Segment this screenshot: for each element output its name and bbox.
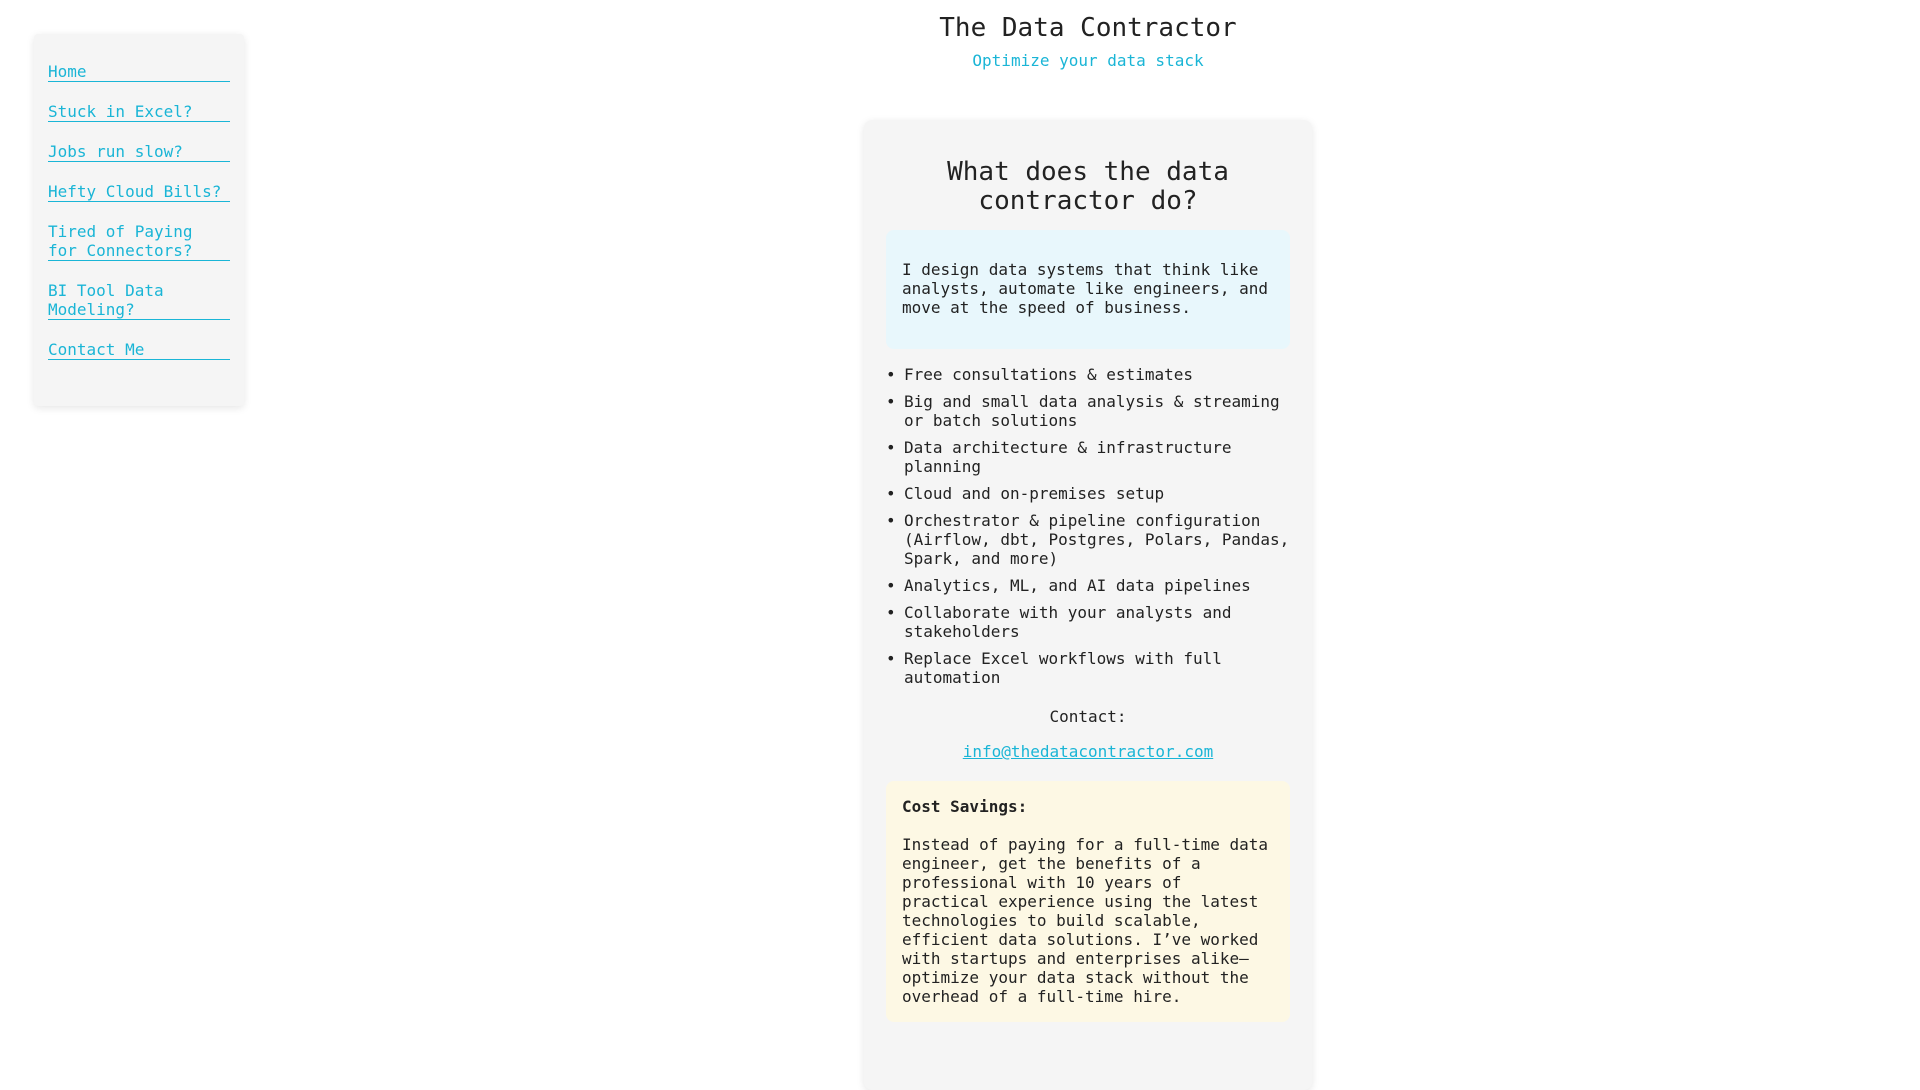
sidebar-item-stuck-in-excel[interactable]: Stuck in Excel? bbox=[48, 102, 230, 122]
list-item: • Data architecture & infrastructure planning bbox=[886, 438, 1290, 476]
sidebar-nav bbox=[34, 34, 244, 406]
site-tagline: Optimize your data stack bbox=[972, 51, 1204, 70]
sidebar-item-tired-of-paying-for-connectors[interactable]: Tired of Paying for Connectors? bbox=[48, 222, 230, 261]
contact-email-link[interactable]: info@thedatacontractor.com bbox=[962, 742, 1214, 761]
list-item: • Replace Excel workflows with full automation bbox=[886, 649, 1290, 687]
list-item: • Collaborate with your analysts and stakeholders bbox=[886, 603, 1290, 641]
sidebar-item-home[interactable]: Home bbox=[48, 62, 230, 82]
cost-savings-title: Cost Savings: bbox=[902, 797, 1028, 816]
list-item: • Orchestrator & pipeline configuration (Airflow, dbt, Postgres, Polars, Pandas, Spark, and more) bbox=[886, 511, 1290, 568]
intro-text: I design data systems that think like analysts, automate like engineers, and move at the speed of business. bbox=[902, 260, 1269, 317]
list-item: • Analytics, ML, and AI data pipelines bbox=[886, 576, 1290, 595]
cost-savings-text: Instead of paying for a full-time data engineer, get the benefits of a professional with 10 years of practical experience using the latest technologies to build scalable, efficient data solutions. I’ve worked with startups and enterprises alike—optimize your data stack without the overhead of a full-time hire. bbox=[902, 835, 1269, 1006]
sidebar-item-contact-me[interactable]: Contact Me bbox=[48, 340, 230, 360]
site-title: The Data Contractor bbox=[939, 13, 1237, 43]
services-list bbox=[886, 365, 1290, 687]
contact-email-wrap bbox=[886, 742, 1290, 761]
sidebar-item-jobs-run-slow[interactable]: Jobs run slow? bbox=[48, 142, 230, 162]
sidebar-item-hefty-cloud-bills[interactable]: Hefty Cloud Bills? bbox=[48, 182, 230, 202]
list-item: • Free consultations & estimates bbox=[886, 365, 1290, 384]
list-item: • Big and small data analysis & streaming or batch solutions bbox=[886, 392, 1290, 430]
contact-label: Contact: bbox=[1049, 707, 1127, 726]
main-card bbox=[864, 120, 1312, 1090]
sidebar-item-bi-tool-data-modeling[interactable]: BI Tool Data Modeling? bbox=[48, 281, 230, 320]
list-item: • Cloud and on-premises setup bbox=[886, 484, 1290, 503]
intro-box bbox=[886, 230, 1290, 349]
card-title: What does the data contractor do? bbox=[947, 157, 1229, 216]
cost-savings-box bbox=[886, 781, 1290, 1022]
